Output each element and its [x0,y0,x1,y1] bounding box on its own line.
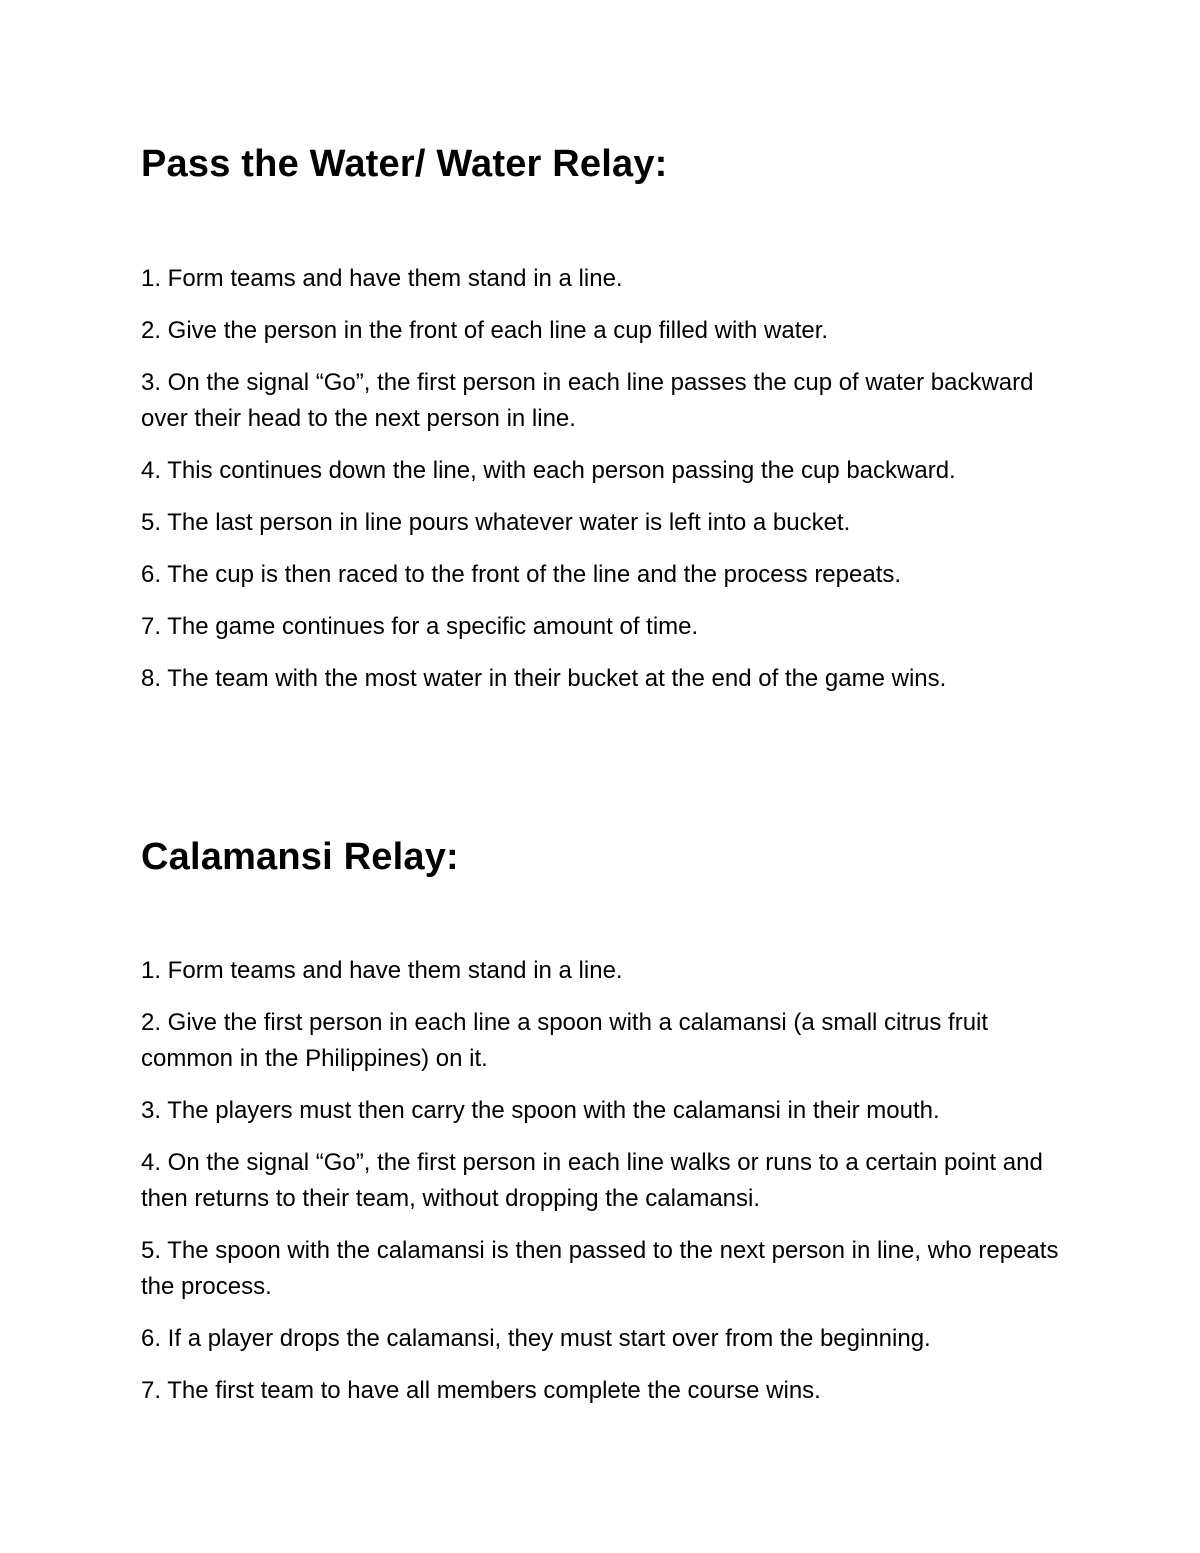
step-item: 7. The game continues for a specific amount of time. [141,613,699,640]
step-item: 6. The cup is then raced to the front of the line and the process repeats. [141,561,902,588]
step-item: 1. Form teams and have them stand in a line. [141,957,623,984]
step-item: 2. Give the person in the front of each line a cup filled with water. [141,317,829,344]
step-item: 3. On the signal “Go”, the first person in each line passes the cup of water backward over their head to the next person in line. [141,369,1034,432]
section-title: Calamansi Relay: [141,836,459,878]
step-item: 6. If a player drops the calamansi, they must start over from the beginning. [141,1325,931,1352]
step-item: 2. Give the first person in each line a spoon with a calamansi (a small citrus fruit common in the Philippines) on it. [141,1009,989,1072]
step-item: 4. This continues down the line, with each person passing the cup backward. [141,457,956,484]
calamansi-relay-section [141,833,1081,1425]
step-item: 5. The last person in line pours whatever water is left into a bucket. [141,509,851,536]
steps-list [141,261,1081,697]
water-relay-section [141,140,1081,713]
step-item: 7. The first team to have all members complete the course wins. [141,1377,821,1404]
step-item: 5. The spoon with the calamansi is then passed to the next person in line, who repeats the process. [141,1237,1059,1300]
step-item: 3. The players must then carry the spoon with the calamansi in their mouth. [141,1097,940,1124]
section-title: Pass the Water/ Water Relay: [141,143,668,185]
step-item: 8. The team with the most water in their bucket at the end of the game wins. [141,665,947,692]
step-item: 4. On the signal “Go”, the first person in each line walks or runs to a certain point and then returns to their team, without dropping the calamansi. [141,1149,1043,1212]
step-item: 1. Form teams and have them stand in a line. [141,265,623,292]
steps-list [141,953,1081,1409]
